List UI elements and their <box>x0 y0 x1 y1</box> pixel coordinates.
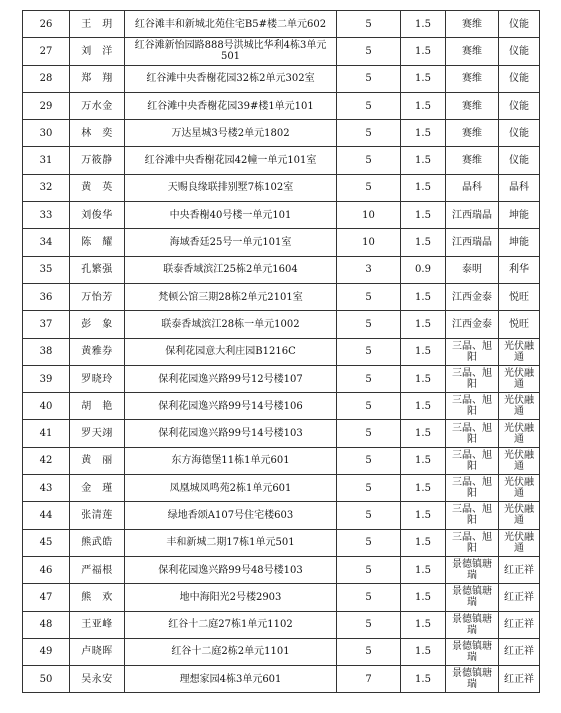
cell-value: 1.5 <box>401 38 446 65</box>
cell-address: 地中海阳光2号楼2903 <box>125 584 337 611</box>
cell-module-brand: 景德镇瑭瑞 <box>446 556 499 583</box>
cell-module-brand: 三晶、旭阳 <box>446 365 499 392</box>
cell-installer: 仪能 <box>499 147 540 174</box>
installation-table <box>22 10 540 693</box>
cell-value: 1.5 <box>401 120 446 147</box>
cell-row-number: 29 <box>23 92 70 119</box>
cell-value: 1.5 <box>401 556 446 583</box>
cell-value: 1.5 <box>401 365 446 392</box>
cell-installer: 利华 <box>499 256 540 283</box>
cell-capacity: 5 <box>337 338 401 365</box>
cell-installer: 光伏融通 <box>499 475 540 502</box>
cell-installer: 仪能 <box>499 38 540 65</box>
table-row <box>23 283 540 310</box>
cell-capacity: 5 <box>337 38 401 65</box>
cell-owner-name: 万怡芳 <box>70 283 125 310</box>
cell-row-number: 48 <box>23 611 70 638</box>
cell-row-number: 50 <box>23 666 70 693</box>
cell-address: 保利花园逸兴路99号14号楼106 <box>125 393 337 420</box>
cell-module-brand: 晶科 <box>446 174 499 201</box>
cell-module-brand: 赛维 <box>446 11 499 38</box>
cell-address: 联泰香域滨江25栋2单元1604 <box>125 256 337 283</box>
cell-value: 1.5 <box>401 229 446 256</box>
cell-installer: 光伏融通 <box>499 529 540 556</box>
cell-installer: 仪能 <box>499 65 540 92</box>
cell-value: 1.5 <box>401 283 446 310</box>
table-row <box>23 311 540 338</box>
cell-owner-name: 黄雅券 <box>70 338 125 365</box>
cell-row-number: 27 <box>23 38 70 65</box>
cell-module-brand: 赛维 <box>446 65 499 92</box>
cell-module-brand: 江西金泰 <box>446 283 499 310</box>
cell-value: 1.5 <box>401 638 446 665</box>
cell-installer: 坤能 <box>499 229 540 256</box>
cell-row-number: 37 <box>23 311 70 338</box>
cell-module-brand: 江西瑞晶 <box>446 202 499 229</box>
cell-row-number: 38 <box>23 338 70 365</box>
cell-module-brand: 景德镇瑭瑞 <box>446 638 499 665</box>
cell-module-brand: 三晶、旭阳 <box>446 502 499 529</box>
cell-installer: 晶科 <box>499 174 540 201</box>
cell-value: 1.5 <box>401 447 446 474</box>
cell-value: 1.5 <box>401 393 446 420</box>
cell-module-brand: 赛维 <box>446 120 499 147</box>
table-row <box>23 475 540 502</box>
table-row <box>23 147 540 174</box>
cell-module-brand: 江西瑞晶 <box>446 229 499 256</box>
cell-installer: 光伏融通 <box>499 502 540 529</box>
table-row <box>23 11 540 38</box>
cell-row-number: 40 <box>23 393 70 420</box>
cell-module-brand: 赛维 <box>446 92 499 119</box>
cell-owner-name: 王 玥 <box>70 11 125 38</box>
cell-module-brand: 景德镇瑭瑞 <box>446 584 499 611</box>
cell-capacity: 5 <box>337 420 401 447</box>
cell-row-number: 44 <box>23 502 70 529</box>
cell-row-number: 41 <box>23 420 70 447</box>
cell-address: 保利花园逸兴路99号48号楼103 <box>125 556 337 583</box>
cell-row-number: 43 <box>23 475 70 502</box>
cell-capacity: 10 <box>337 229 401 256</box>
table-row <box>23 529 540 556</box>
cell-capacity: 5 <box>337 584 401 611</box>
cell-capacity: 5 <box>337 529 401 556</box>
cell-row-number: 46 <box>23 556 70 583</box>
cell-value: 0.9 <box>401 256 446 283</box>
cell-row-number: 45 <box>23 529 70 556</box>
cell-owner-name: 金 瑾 <box>70 475 125 502</box>
cell-capacity: 5 <box>337 447 401 474</box>
cell-owner-name: 刘俊华 <box>70 202 125 229</box>
cell-capacity: 10 <box>337 202 401 229</box>
cell-installer: 仪能 <box>499 11 540 38</box>
cell-row-number: 49 <box>23 638 70 665</box>
cell-module-brand: 泰明 <box>446 256 499 283</box>
cell-address: 红谷滩丰和新城北苑住宅B5#楼二单元602 <box>125 11 337 38</box>
cell-owner-name: 刘 洋 <box>70 38 125 65</box>
cell-value: 1.5 <box>401 92 446 119</box>
cell-owner-name: 王亚峰 <box>70 611 125 638</box>
cell-capacity: 5 <box>337 475 401 502</box>
table-row <box>23 556 540 583</box>
cell-owner-name: 张清莲 <box>70 502 125 529</box>
cell-capacity: 5 <box>337 365 401 392</box>
table-row <box>23 38 540 65</box>
table-row <box>23 65 540 92</box>
cell-capacity: 5 <box>337 92 401 119</box>
cell-row-number: 34 <box>23 229 70 256</box>
cell-owner-name: 黄 丽 <box>70 447 125 474</box>
cell-owner-name: 万水金 <box>70 92 125 119</box>
cell-row-number: 30 <box>23 120 70 147</box>
cell-capacity: 5 <box>337 638 401 665</box>
cell-address: 万达星城3号楼2单元1802 <box>125 120 337 147</box>
cell-address: 红谷十二庭27栋1单元1102 <box>125 611 337 638</box>
cell-installer: 悦旺 <box>499 283 540 310</box>
cell-installer: 光伏融通 <box>499 420 540 447</box>
cell-module-brand: 三晶、旭阳 <box>446 420 499 447</box>
cell-address: 红谷滩中央香榭花园42幢一单元101室 <box>125 147 337 174</box>
cell-owner-name: 罗天翊 <box>70 420 125 447</box>
cell-value: 1.5 <box>401 420 446 447</box>
cell-row-number: 47 <box>23 584 70 611</box>
cell-address: 梵顿公馆三期28栋2单元2101室 <box>125 283 337 310</box>
cell-owner-name: 罗晓玲 <box>70 365 125 392</box>
table-row <box>23 611 540 638</box>
cell-address: 保利花园逸兴路99号12号楼107 <box>125 365 337 392</box>
cell-value: 1.5 <box>401 475 446 502</box>
cell-installer: 红正祥 <box>499 556 540 583</box>
cell-module-brand: 景德镇瑭瑞 <box>446 611 499 638</box>
table-row <box>23 666 540 693</box>
cell-installer: 光伏融通 <box>499 393 540 420</box>
cell-owner-name: 黄 英 <box>70 174 125 201</box>
cell-module-brand: 江西金泰 <box>446 311 499 338</box>
cell-installer: 红正祥 <box>499 584 540 611</box>
cell-owner-name: 胡 艳 <box>70 393 125 420</box>
cell-owner-name: 郑 翔 <box>70 65 125 92</box>
cell-module-brand: 三晶、旭阳 <box>446 447 499 474</box>
cell-owner-name: 孔繁强 <box>70 256 125 283</box>
cell-module-brand: 赛维 <box>446 147 499 174</box>
cell-module-brand: 三晶、旭阳 <box>446 338 499 365</box>
table-row <box>23 365 540 392</box>
cell-owner-name: 陈 耀 <box>70 229 125 256</box>
cell-installer: 仪能 <box>499 120 540 147</box>
table-row <box>23 202 540 229</box>
table-row <box>23 638 540 665</box>
cell-capacity: 5 <box>337 556 401 583</box>
cell-capacity: 5 <box>337 393 401 420</box>
cell-installer: 光伏融通 <box>499 338 540 365</box>
cell-capacity: 5 <box>337 147 401 174</box>
cell-row-number: 33 <box>23 202 70 229</box>
cell-value: 1.5 <box>401 611 446 638</box>
table-row <box>23 338 540 365</box>
cell-value: 1.5 <box>401 529 446 556</box>
table-row <box>23 174 540 201</box>
cell-owner-name: 万筱静 <box>70 147 125 174</box>
cell-address: 红谷滩新怡园路888号洪城比华利4栋3单元501 <box>125 38 337 65</box>
cell-owner-name: 林 奕 <box>70 120 125 147</box>
cell-capacity: 5 <box>337 65 401 92</box>
cell-capacity: 5 <box>337 502 401 529</box>
cell-address: 海域香廷25号一单元101室 <box>125 229 337 256</box>
table-body <box>23 11 540 693</box>
cell-row-number: 26 <box>23 11 70 38</box>
cell-installer: 红正祥 <box>499 611 540 638</box>
cell-capacity: 5 <box>337 311 401 338</box>
cell-owner-name: 熊武皓 <box>70 529 125 556</box>
cell-installer: 红正祥 <box>499 638 540 665</box>
cell-row-number: 28 <box>23 65 70 92</box>
cell-row-number: 35 <box>23 256 70 283</box>
cell-address: 东方海德堡11栋1单元601 <box>125 447 337 474</box>
cell-value: 1.5 <box>401 666 446 693</box>
cell-value: 1.5 <box>401 202 446 229</box>
cell-owner-name: 严福根 <box>70 556 125 583</box>
cell-owner-name: 彭 象 <box>70 311 125 338</box>
cell-address: 中央香榭40号楼一单元101 <box>125 202 337 229</box>
cell-address: 保利花园意大利庄园B1216C <box>125 338 337 365</box>
table-row <box>23 120 540 147</box>
cell-row-number: 32 <box>23 174 70 201</box>
cell-address: 天赐良缘联排别墅7栋102室 <box>125 174 337 201</box>
cell-address: 凤凰城凤鸣苑2栋1单元601 <box>125 475 337 502</box>
cell-value: 1.5 <box>401 174 446 201</box>
cell-capacity: 5 <box>337 611 401 638</box>
cell-installer: 仪能 <box>499 92 540 119</box>
cell-address: 红谷滩中央香榭花园32栋2单元302室 <box>125 65 337 92</box>
cell-installer: 坤能 <box>499 202 540 229</box>
cell-capacity: 5 <box>337 174 401 201</box>
cell-address: 联泰香域滨江28栋一单元1002 <box>125 311 337 338</box>
table-row <box>23 584 540 611</box>
cell-owner-name: 卢晓晖 <box>70 638 125 665</box>
cell-installer: 光伏融通 <box>499 447 540 474</box>
cell-value: 1.5 <box>401 147 446 174</box>
table-row <box>23 92 540 119</box>
table-row <box>23 229 540 256</box>
cell-value: 1.5 <box>401 311 446 338</box>
cell-row-number: 39 <box>23 365 70 392</box>
cell-module-brand: 三晶、旭阳 <box>446 475 499 502</box>
cell-value: 1.5 <box>401 65 446 92</box>
cell-owner-name: 吴永安 <box>70 666 125 693</box>
table-row <box>23 502 540 529</box>
cell-installer: 红正祥 <box>499 666 540 693</box>
cell-value: 1.5 <box>401 584 446 611</box>
cell-module-brand: 三晶、旭阳 <box>446 529 499 556</box>
cell-value: 1.5 <box>401 502 446 529</box>
cell-row-number: 36 <box>23 283 70 310</box>
cell-module-brand: 景德镇瑭瑞 <box>446 666 499 693</box>
cell-capacity: 7 <box>337 666 401 693</box>
cell-address: 红谷十二庭2栋2单元1101 <box>125 638 337 665</box>
cell-address: 绿地香颂A107号住宅楼603 <box>125 502 337 529</box>
cell-module-brand: 三晶、旭阳 <box>446 393 499 420</box>
table-row <box>23 447 540 474</box>
cell-capacity: 5 <box>337 11 401 38</box>
cell-capacity: 5 <box>337 283 401 310</box>
cell-row-number: 31 <box>23 147 70 174</box>
cell-value: 1.5 <box>401 338 446 365</box>
cell-address: 红谷滩中央香榭花园39#楼1单元101 <box>125 92 337 119</box>
cell-address: 丰和新城二期17栋1单元501 <box>125 529 337 556</box>
cell-installer: 光伏融通 <box>499 365 540 392</box>
cell-address: 保利花园逸兴路99号14号楼103 <box>125 420 337 447</box>
table-row <box>23 256 540 283</box>
cell-address: 理想家园4栋3单元601 <box>125 666 337 693</box>
cell-installer: 悦旺 <box>499 311 540 338</box>
cell-row-number: 42 <box>23 447 70 474</box>
table-row <box>23 393 540 420</box>
cell-value: 1.5 <box>401 11 446 38</box>
cell-capacity: 3 <box>337 256 401 283</box>
cell-module-brand: 赛维 <box>446 38 499 65</box>
table-row <box>23 420 540 447</box>
cell-owner-name: 熊 欢 <box>70 584 125 611</box>
cell-capacity: 5 <box>337 120 401 147</box>
